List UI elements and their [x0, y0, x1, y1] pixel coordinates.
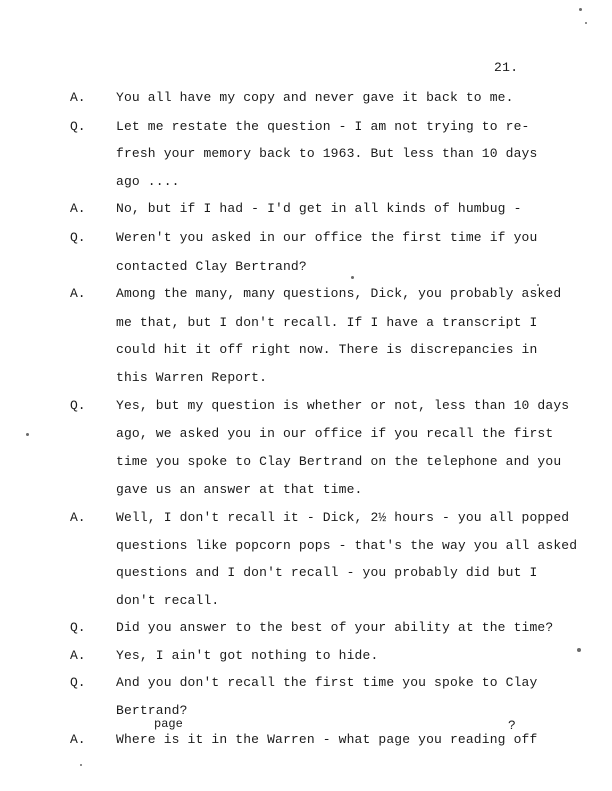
transcript-text: don't recall. [116, 593, 220, 608]
transcript-line [0, 563, 612, 583]
transcript-line [0, 144, 612, 164]
transcript-line [0, 536, 612, 556]
transcript-line [0, 257, 612, 277]
transcript-text: gave us an answer at that time. [116, 482, 363, 497]
scan-speck [80, 764, 82, 766]
transcript-line [0, 172, 612, 192]
transcript-line [0, 480, 612, 500]
transcript-line [0, 88, 612, 108]
transcript-text: fresh your memory back to 1963. But less than 10 days [116, 146, 538, 161]
transcript-text: time you spoke to Clay Bertrand on the telephone and you [116, 454, 562, 469]
transcript-line [0, 591, 612, 611]
transcript-text: Let me restate the question - I am not trying to re- [116, 119, 530, 134]
transcript-text: questions like popcorn pops - that's the way you all asked [116, 538, 578, 553]
transcript-line [0, 228, 612, 248]
transcript-line [0, 368, 612, 388]
transcript-line [0, 730, 612, 750]
handwritten-question-mark: ? [508, 718, 516, 733]
scan-speck [537, 284, 539, 286]
transcript-text: You all have my copy and never gave it back to me. [116, 90, 514, 105]
transcript-line [0, 284, 612, 304]
transcript-line [0, 452, 612, 472]
transcript-line [0, 117, 612, 137]
transcript-text: ago .... [116, 174, 180, 189]
speaker-label: Q. [70, 230, 86, 245]
transcript-text: questions and I don't recall - you probably did but I [116, 565, 538, 580]
transcript-text: Among the many, many questions, Dick, you probably asked [116, 286, 562, 301]
speaker-label: A. [70, 732, 86, 747]
transcript-line [0, 313, 612, 333]
transcript-text: And you don't recall the first time you spoke to Clay [116, 675, 538, 690]
transcript-line [0, 340, 612, 360]
speaker-label: A. [70, 286, 86, 301]
transcript-line [0, 508, 612, 528]
transcript-line [0, 618, 612, 638]
transcript-text: No, but if I had - I'd get in all kinds of humbug - [116, 201, 522, 216]
speaker-label: Q. [70, 119, 86, 134]
transcript-text: me that, but I don't recall. If I have a transcript I [116, 315, 538, 330]
transcript-text: Bertrand? [116, 703, 188, 718]
transcript-text: Well, I don't recall it - Dick, 2½ hours - you all popped [116, 510, 570, 525]
transcript-text: Weren't you asked in our office the first time if you [116, 230, 538, 245]
transcript-text: Where is it in the Warren - what page you reading off [116, 732, 538, 747]
transcript-line [0, 199, 612, 219]
transcript-text: Yes, but my question is whether or not, less than 10 days [116, 398, 570, 413]
speaker-label: Q. [70, 398, 86, 413]
scan-speck [26, 433, 29, 436]
scan-speck [579, 8, 582, 11]
scan-speck [585, 22, 587, 24]
handwritten-insert-page: page [154, 717, 183, 731]
scan-speck [351, 276, 354, 279]
transcript-text: this Warren Report. [116, 370, 268, 385]
speaker-label: A. [70, 648, 86, 663]
speaker-label: A. [70, 90, 86, 105]
transcript-text: contacted Clay Bertrand? [116, 259, 307, 274]
transcript-text: could hit it off right now. There is discrepancies in [116, 342, 538, 357]
scan-speck [577, 648, 581, 652]
transcript-line [0, 396, 612, 416]
transcript-text: Yes, I ain't got nothing to hide. [116, 648, 379, 663]
speaker-label: A. [70, 510, 86, 525]
transcript-line [0, 424, 612, 444]
page-number: 21. [494, 60, 519, 75]
speaker-label: Q. [70, 675, 86, 690]
transcript-text: ago, we asked you in our office if you recall the first [116, 426, 554, 441]
speaker-label: A. [70, 201, 86, 216]
transcript-line [0, 646, 612, 666]
speaker-label: Q. [70, 620, 86, 635]
transcript-line [0, 673, 612, 693]
transcript-line [0, 701, 612, 721]
transcript-text: Did you answer to the best of your ability at the time? [116, 620, 554, 635]
